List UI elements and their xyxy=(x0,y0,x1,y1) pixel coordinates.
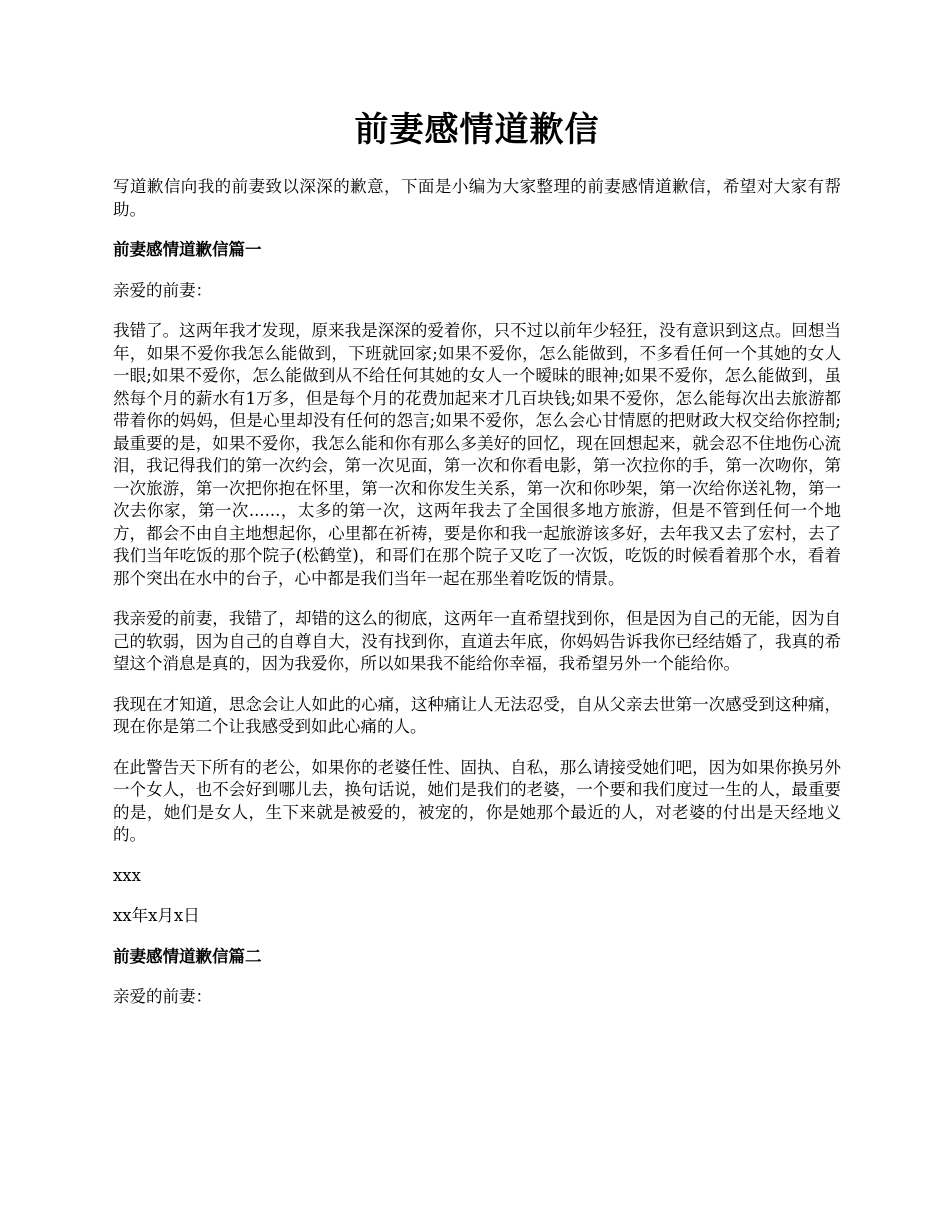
signature: xxx xyxy=(113,865,141,885)
body-paragraph: 我错了。这两年我才发现，原来我是深深的爱着你，只不过以前年少轻狂，没有意识到这点。回想当年，如果不爱你我怎么能做到，下班就回家;如果不爱你，怎么能做到，不多看任何一个其她的女人一眼;如果不爱你，怎么能做到从不给任何其她的女人一个暧昧的眼神;如果不爱你，怎么能做到，虽然每个月的薪水有1万多，但是每个月的花费加起来才几百块钱;如果不爱你，怎么能每次出去旅游都带着你的妈妈，但是心里却没有任何的怨言;如果不爱你，怎么会心甘情愿的把财政大权交给你控制;最重要的是，如果不爱你，我怎么能和你有那么多美好的回忆，现在回想起来，就会忍不住地伤心流泪，我记得我们的第一次约会，第一次见面，第一次和你看电影，第一次拉你的手，第一次吻你，第一次旅游，第一次把你抱在怀里，第一次和你发生关系，第一次和你吵架，第一次给你送礼物，第一次去你家，第一次......，太多的第一次，这两年我去了全国很多地方旅游，但是不管到任何一个地方，都会不由自主地想起你，心里都在祈祷，要是你和我一起旅游该多好，去年我又去了宏村，去了我们当年吃饭的那个院子(松鹤堂)，和哥们在那个院子又吃了一次饭，吃饭的时候看着那个水，看着那个突出在水中的台子，心中都是我们当年一起在那坐着吃饭的情景。 xyxy=(113,321,841,588)
intro-paragraph: 写道歉信向我的前妻致以深深的歉意，下面是小编为大家整理的前妻感情道歉信，希望对大家有帮助。 xyxy=(113,177,841,219)
document-title: 前妻感情道歉信 xyxy=(354,110,600,150)
document-page xyxy=(113,108,841,1027)
salutation: 亲爱的前妻： xyxy=(113,280,212,300)
body-paragraph: 我现在才知道，思念会让人如此的心痛，这种痛让人无法忍受，自从父亲去世第一次感受到这种痛，现在你是第二个让我感受到如此心痛的人。 xyxy=(113,694,841,737)
section-heading-2: 前妻感情道歉信篇二 xyxy=(113,946,262,966)
section-heading-1: 前妻感情道歉信篇一 xyxy=(113,240,262,260)
body-paragraph: 我亲爱的前妻，我错了，却错的这么的彻底，这两年一直希望找到你，但是因为自己的无能，因为自己的软弱，因为自己的自尊自大，没有找到你，直道去年底，你妈妈告诉我你已经结婚了，我真的希望这个消息是真的，因为我爱你，所以如果我不能给你幸福，我希望另外一个能给你。 xyxy=(113,609,841,674)
date-line: xx年x月x日 xyxy=(113,906,200,926)
body-paragraph: 在此警告天下所有的老公，如果你的老婆任性、固执、自私，那么请接受她们吧，因为如果你换另外一个女人，也不会好到哪儿去，换句话说，她们是我们的老婆，一个要和我们度过一生的人，最重要的是，她们是女人，生下来就是被爱的，被宠的，你是她那个最近的人，对老婆的付出是天经地义的。 xyxy=(113,757,841,845)
salutation: 亲爱的前妻： xyxy=(113,987,212,1007)
